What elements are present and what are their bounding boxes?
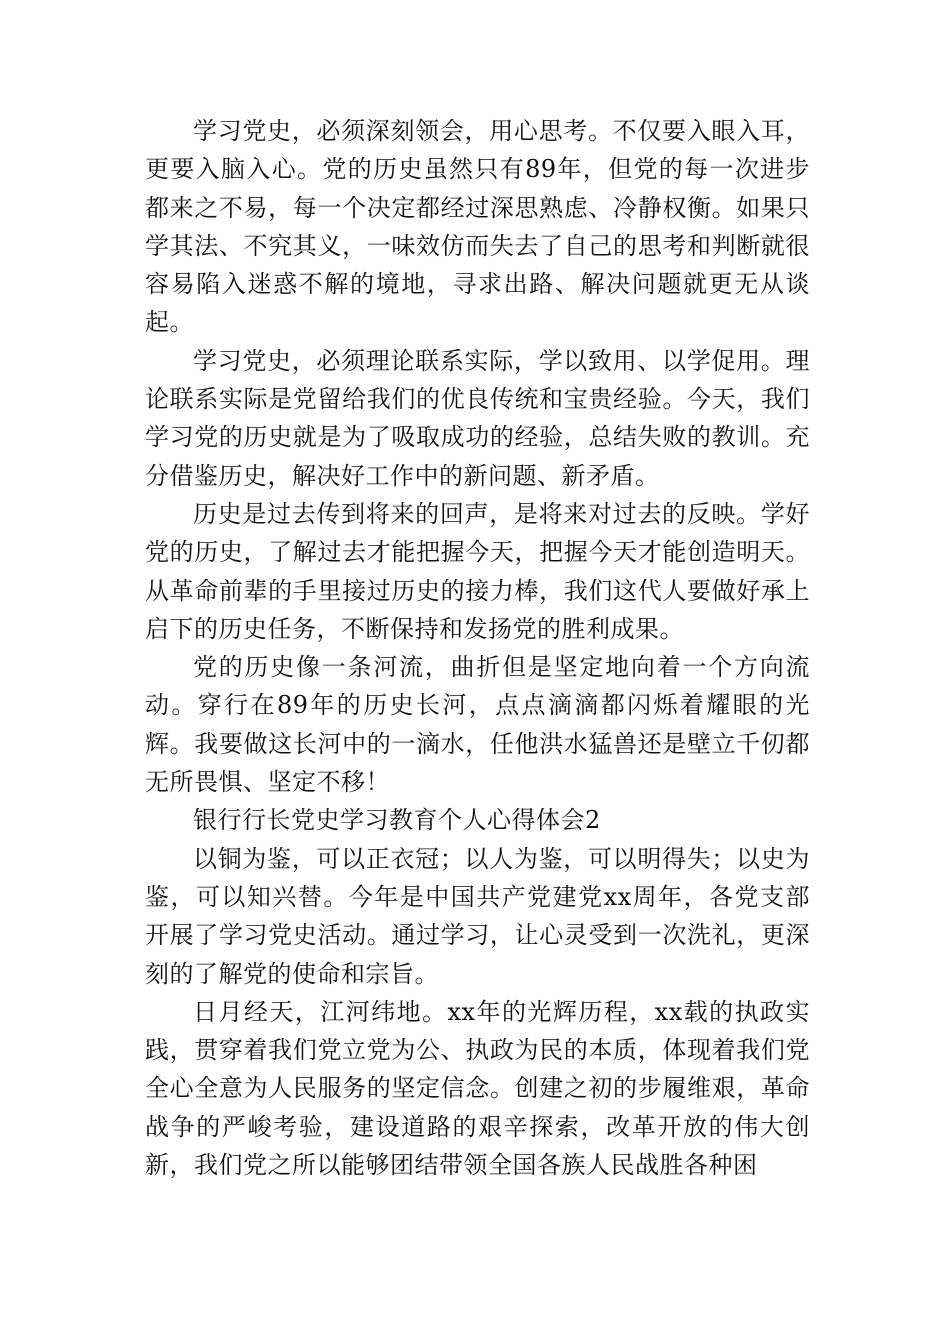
paragraph-history-river: 党的历史像一条河流，曲折但是坚定地向着一个方向流动。穿行在89年的历史长河，点点滴滴都闪烁着耀眼的光辉。我要做这长河中的一滴水，任他洪水猛兽还是壁立千仞都无所畏惧、坚定不移！	[145, 653, 810, 797]
paragraph-history-echo: 历史是过去传到将来的回声，是将来对过去的反映。学好党的历史，了解过去才能把握今天，把握今天才能创造明天。从革命前辈的手里接过历史的接力棒，我们这代人要做好承上启下的历史任务，不断保持和发扬党的胜利成果。	[145, 499, 810, 643]
document-page	[145, 112, 810, 1184]
section-title: 银行行长党史学习教育个人心得体会2	[193, 806, 601, 835]
paragraph-study-thinking: 学习党史，必须深刻领会，用心思考。不仅要入眼入耳，更要入脑入心。党的历史虽然只有89年，但党的每一次进步都来之不易，每一个决定都经过深思熟虑、冷静权衡。如果只学其法、不究其义，一味效仿而失去了自己的思考和判断就很容易陷入迷惑不解的境地，寻求出路、解决问题就更无从谈起。	[145, 117, 810, 337]
paragraph-mirror: 以铜为鉴，可以正衣冠；以人为鉴，可以明得失；以史为鉴，可以知兴替。今年是中国共产党建党xx周年，各党支部开展了学习党史活动。通过学习，让心灵受到一次洗礼，更深刻的了解党的使命和宗旨。	[145, 844, 810, 988]
paragraph-sun-moon: 日月经天，江河纬地。xx年的光辉历程，xx载的执政实践，贯穿着我们党立党为公、执政为民的本质，体现着我们党全心全意为人民服务的坚定信念。创建之初的步履维艰，革命战争的严峻考验，建设道路的艰辛探索，改革开放的伟大创新，我们党之所以能够团结带领全国各族人民战胜各种困	[145, 997, 810, 1180]
paragraph-theory-practice: 学习党史，必须理论联系实际，学以致用、以学促用。理论联系实际是党留给我们的优良传统和宝贵经验。今天，我们学习党的历史就是为了吸取成功的经验，总结失败的教训。充分借鉴历史，解决好工作中的新问题、新矛盾。	[145, 346, 810, 490]
